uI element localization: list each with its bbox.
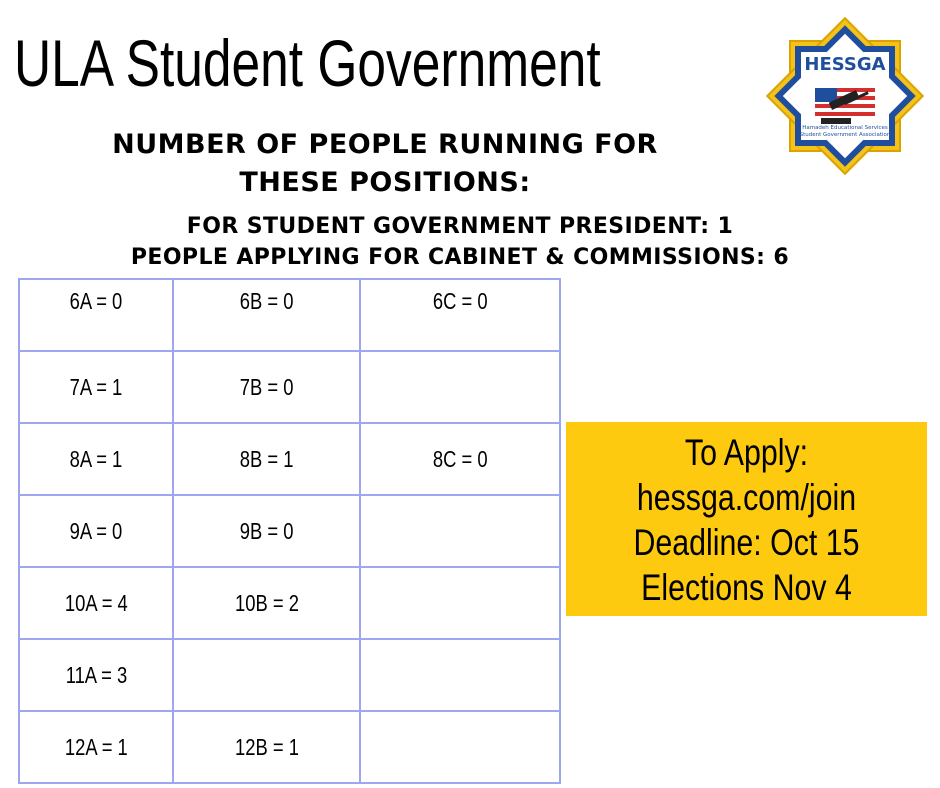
table-row — [19, 567, 560, 639]
table-cell: 9A = 0 — [19, 495, 173, 567]
table-cell: 6A = 0 — [19, 279, 173, 351]
table-cell: 12B = 1 — [173, 711, 360, 783]
apply-info-box — [566, 422, 927, 616]
table-cell: 10A = 4 — [19, 567, 173, 639]
table-cell — [360, 567, 560, 639]
table-cell — [360, 495, 560, 567]
table-cell: 7B = 0 — [173, 351, 360, 423]
table-row — [19, 495, 560, 567]
logo-name: HESSGA — [804, 54, 886, 75]
subtitle — [30, 126, 740, 202]
table-cell: 11A = 3 — [19, 639, 173, 711]
table-cell — [360, 351, 560, 423]
table-cell — [360, 639, 560, 711]
apply-deadline: Deadline: Oct 15 — [633, 522, 860, 563]
apply-heading: To Apply: — [684, 432, 809, 473]
table-cell: 8A = 1 — [19, 423, 173, 495]
table-cell: 9B = 0 — [173, 495, 360, 567]
table-cell: 10B = 2 — [173, 567, 360, 639]
table-cell: 6B = 0 — [173, 279, 360, 351]
table-cell — [360, 711, 560, 783]
table-cell: 8C = 0 — [360, 423, 560, 495]
table-cell: 12A = 1 — [19, 711, 173, 783]
subtitle-line-1: NUMBER OF PEOPLE RUNNING FOR — [112, 129, 658, 160]
table-cell: 6C = 0 — [360, 279, 560, 351]
table-row — [19, 639, 560, 711]
cabinet-count: PEOPLE APPLYING FOR CABINET & COMMISSIONS: 6 — [130, 245, 790, 270]
table-cell: 7A = 1 — [19, 351, 173, 423]
hessga-seal-icon — [759, 10, 931, 182]
subtitle-line-2: THESE POSITIONS: — [239, 167, 531, 198]
table-row — [19, 351, 560, 423]
table-cell — [173, 639, 360, 711]
logo-tagline-1: Hamadeh Educational Services — [802, 125, 888, 131]
table-row — [19, 711, 560, 783]
elections-date: Elections Nov 4 — [641, 567, 852, 608]
logo-tagline-2: Student Government Association — [799, 132, 891, 138]
table-row — [19, 279, 560, 351]
apply-url: hessga.com/join — [636, 477, 857, 518]
page-title: ULA Student Government — [14, 26, 601, 100]
table-row — [19, 423, 560, 495]
president-count: FOR STUDENT GOVERNMENT PRESIDENT: 1 — [186, 214, 734, 239]
stats-block — [0, 211, 920, 273]
table-cell: 8B = 1 — [173, 423, 360, 495]
class-count-table — [18, 278, 561, 784]
